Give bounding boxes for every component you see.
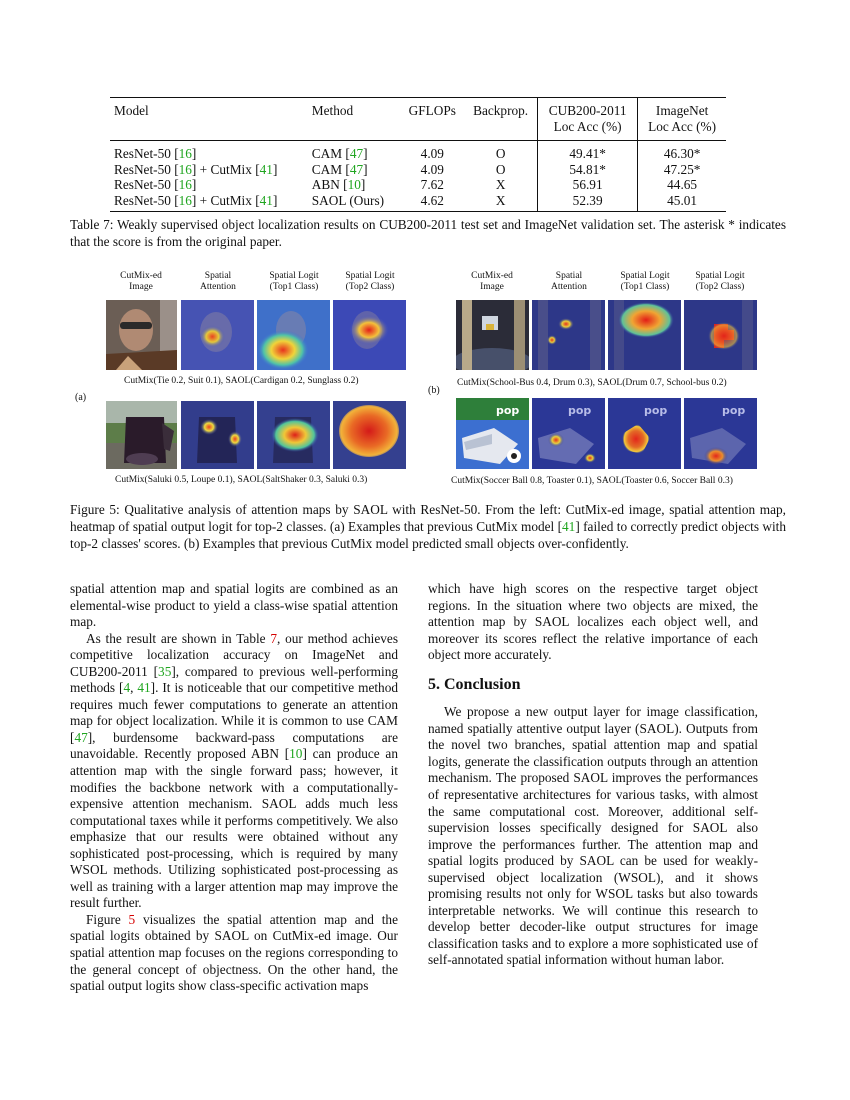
header-cub-line2: Loc Acc (%) bbox=[538, 119, 638, 141]
model-text: ] + CutMix [ bbox=[191, 192, 260, 208]
table-caption: Table 7: Weakly supervised object localization results on CUB200-2011 test set and ImageNet validation set. The asterisk * indicates that the score is from the original paper. bbox=[70, 217, 786, 249]
cell-backprop: O bbox=[495, 161, 506, 177]
left-paragraph-3 bbox=[70, 912, 398, 995]
table-row bbox=[110, 193, 726, 212]
panel-b-header-4: Spatial Logit (Top2 Class) bbox=[695, 271, 745, 292]
panel-a-row1-image bbox=[106, 300, 177, 370]
panel-b-row1-attention bbox=[532, 300, 605, 370]
table-7-ref[interactable]: 7 bbox=[270, 630, 277, 646]
model-cite[interactable]: 16 bbox=[178, 177, 192, 192]
panel-a-row2-top1 bbox=[257, 401, 330, 469]
left-p2-a: As the result are shown in Table bbox=[86, 630, 271, 646]
method-cite[interactable]: 47 bbox=[349, 146, 364, 161]
cell-backprop: O bbox=[464, 141, 537, 162]
panel-b-row1-top2 bbox=[684, 300, 757, 370]
panel-a-header-3: Spatial Logit (Top1 Class) bbox=[269, 271, 319, 292]
figure-caption-part2: ] failed to correctly predict objects with top-2 classes' scores. (b) Examples that previous CutMix model predicted small objects over-confidently. bbox=[70, 519, 787, 551]
panel-b-header-3: Spatial Logit (Top1 Class) bbox=[620, 271, 670, 292]
cell-backprop: X bbox=[495, 177, 506, 192]
panel-a-row2-attention bbox=[181, 401, 254, 469]
results-table bbox=[110, 97, 726, 212]
left-column bbox=[70, 581, 398, 995]
panel-b-label: (b) bbox=[428, 385, 440, 396]
model-text: ResNet-50 [ bbox=[114, 161, 179, 177]
table-row bbox=[110, 141, 726, 162]
model-cite[interactable]: 16 bbox=[178, 192, 192, 208]
cell-model bbox=[110, 193, 308, 212]
cite-10[interactable]: 10 bbox=[289, 746, 303, 762]
method-text: ] bbox=[363, 161, 368, 177]
panel-b-row2-top2 bbox=[684, 398, 757, 469]
method-cite[interactable]: 47 bbox=[349, 161, 364, 177]
cell-imagenet: 44.65 bbox=[638, 177, 726, 193]
left-paragraph-1: spatial attention map and spatial logits are combined as an elemental-wise product to yield a class-wise spatial attention map. bbox=[70, 581, 398, 630]
panel-a-row1-caption: CutMix(Tie 0.2, Suit 0.1), SAOL(Cardigan 0.2, Sunglass 0.2) bbox=[124, 376, 359, 386]
left-p2-b: , our method achieves competitive localization accuracy on ImageNet and CUB200-2011 [ bbox=[70, 630, 398, 679]
method-cite[interactable]: 10 bbox=[347, 177, 361, 192]
panel-b-row2-attention bbox=[532, 398, 605, 469]
panel-b-row2-image bbox=[456, 398, 529, 469]
cell-model bbox=[110, 141, 308, 162]
cell-method bbox=[308, 141, 401, 162]
panel-b-row1-caption: CutMix(School-Bus 0.4, Drum 0.3), SAOL(Drum 0.7, School-bus 0.2) bbox=[457, 378, 727, 388]
right-paragraph-2: We propose a new output layer for image classification, named spatially attentive output layer (SAOL). Outputs from the novel two branches, spatial attention map and spatial logits, generate the classification outputs through an attention mechanism. The proposed SAOL improves the performances of representative architectures for various tasks, with almost the same computational cost. Moreover, additional self-supervision losses specifically designed for SAOL also improve the performances further. The attention map and spatial logits produced by SAOL can be used for weakly-supervised object localization (WSOL), and it shows promising results not only for WSOL tasks but also towards interpretable networks. We will continue this research to develop better decoder-like output structures for image classification tasks and to explore a more sophisticated use of self-annotated spatial information without human labor. bbox=[428, 704, 758, 968]
cell-gflops: 7.62 bbox=[420, 177, 444, 192]
right-paragraph-1: which have high scores on the respective target object regions. In the situation where two objects are mixed, the attention map by SAOL localizes each object well, and moreover its scores reflect the relative importance of each object more accurately. bbox=[428, 581, 758, 663]
panel-b-row2-sign-text: pop bbox=[496, 404, 520, 417]
cite-35[interactable]: 35 bbox=[158, 663, 172, 679]
section-title-conclusion: 5. Conclusion bbox=[428, 675, 521, 693]
cell-gflops: 4.62 bbox=[400, 193, 464, 212]
figure-caption bbox=[70, 501, 786, 552]
header-cub-line1: CUB200-2011 bbox=[538, 98, 638, 119]
left-p3-a: Figure bbox=[86, 911, 129, 927]
model-text: ResNet-50 [ bbox=[114, 177, 179, 192]
cell-method bbox=[308, 162, 401, 178]
panel-a-header-1: CutMix-ed Image bbox=[120, 271, 162, 292]
panel-b-row2-sign-text-2: pop bbox=[568, 404, 592, 417]
model-text: ] bbox=[272, 192, 278, 208]
panel-a-header-2: Spatial Attention bbox=[200, 271, 236, 292]
cell-model bbox=[110, 177, 308, 193]
panel-a-row2-image bbox=[106, 401, 177, 469]
figure-caption-part1: Figure 5: Qualitative analysis of attention maps by SAOL with ResNet-50. From the left: CutMix-ed image, spatial attention map, heatmap of spatial output logit for top-2 classes. (a) Examples that previous CutMix model [ bbox=[70, 502, 786, 534]
left-p2-e: ]. It is noticeable that our competitive method requires much fewer computations to generate an attention map for object localization. While it is common to use CAM [ bbox=[70, 680, 399, 745]
panel-b-row1-top1 bbox=[608, 300, 681, 370]
cell-model bbox=[110, 162, 308, 178]
model-text: ResNet-50 [ bbox=[114, 192, 179, 208]
left-p3-b: visualizes the spatial attention map and the spatial logits obtained by SAOL on CutMix-ed image. Our spatial attention map focuses on the regions corresponding to the general concept of objectness. On the other hand, the spatial output logits show class-specific activation maps bbox=[70, 911, 398, 994]
panel-b-row2-sign-text-3: pop bbox=[644, 404, 668, 417]
panel-b-header-1: CutMix-ed Image bbox=[471, 271, 513, 292]
model-text: ] bbox=[191, 146, 197, 161]
method-text: ABN [ bbox=[311, 177, 348, 192]
cite-47[interactable]: 47 bbox=[74, 729, 88, 745]
model-cite[interactable]: 16 bbox=[178, 161, 192, 177]
figure-caption-cite[interactable]: 41 bbox=[562, 519, 576, 534]
cell-imagenet: 47.25* bbox=[638, 162, 726, 178]
method-text: CAM [ bbox=[311, 146, 350, 161]
header-backprop: Backprop. bbox=[464, 98, 537, 141]
method-text: CAM [ bbox=[311, 161, 350, 177]
cell-cub: 49.41* bbox=[538, 141, 638, 162]
cite-41[interactable]: 41 bbox=[137, 680, 151, 696]
left-p2-c: ], compared to previous well-performing methods [ bbox=[70, 663, 398, 696]
panel-b-row2-top1 bbox=[608, 398, 681, 469]
cell-method bbox=[308, 177, 401, 193]
model-text: ] bbox=[191, 177, 197, 192]
panel-a-row1-top2 bbox=[333, 300, 406, 370]
model-cite[interactable]: 41 bbox=[259, 192, 273, 208]
method-text: SAOL (Ours) bbox=[311, 192, 385, 208]
panel-a-row1-top1 bbox=[257, 300, 330, 370]
model-text: ResNet-50 [ bbox=[114, 146, 179, 161]
cell-backprop: X bbox=[464, 193, 537, 212]
cell-cub: 56.91 bbox=[538, 177, 638, 193]
panel-a-row1-attention bbox=[181, 300, 254, 370]
method-text: ] bbox=[360, 177, 366, 192]
cell-cub: 52.39 bbox=[538, 193, 638, 212]
panel-a-row2-top2 bbox=[333, 401, 406, 469]
cell-gflops: 4.09 bbox=[420, 161, 444, 177]
cell-imagenet: 46.30* bbox=[638, 141, 726, 162]
cell-gflops: 4.09 bbox=[400, 141, 464, 162]
header-imagenet-line2: Loc Acc (%) bbox=[638, 119, 726, 141]
panel-a-row2-caption: CutMix(Saluki 0.5, Loupe 0.1), SAOL(SaltShaker 0.3, Saluki 0.3) bbox=[115, 475, 368, 485]
left-p2-g: ] can produce an attention map with the single forward pass; however, it modifies the backbone network with a computationally-expensive attention mechanism. SAOL adds much less computational taxes while it performs competitively. We also emphasize that our results were obtained without any sophisticated post-processing, which is required by many WSOL methods. Utilizing sophisticated post-processing as well as training with a larger attention map may improve the result further. bbox=[70, 746, 398, 911]
cell-method bbox=[308, 193, 401, 212]
table-row bbox=[110, 162, 726, 178]
panel-b-row2-caption: CutMix(Soccer Ball 0.8, Toaster 0.1), SAOL(Toaster 0.6, Soccer Ball 0.3) bbox=[451, 476, 733, 486]
model-text: ] + CutMix [ bbox=[191, 161, 260, 177]
header-gflops: GFLOPs bbox=[400, 98, 464, 141]
panel-b-row2-sign-text-4: pop bbox=[722, 404, 746, 417]
model-cite[interactable]: 41 bbox=[259, 161, 273, 177]
cell-imagenet: 45.01 bbox=[638, 193, 726, 212]
left-paragraph-2 bbox=[70, 631, 398, 912]
header-model: Model bbox=[110, 98, 308, 141]
right-column bbox=[428, 581, 758, 969]
model-cite[interactable]: 16 bbox=[178, 146, 192, 161]
left-p2-f: ], burdensome backward-pass computations are unavoidable. Recently proposed ABN [ bbox=[70, 729, 398, 762]
method-text: ] bbox=[363, 146, 368, 161]
panel-b-header-2: Spatial Attention bbox=[551, 271, 587, 292]
panel-a-header-4: Spatial Logit (Top2 Class) bbox=[345, 271, 395, 292]
panel-b-row1-image bbox=[456, 300, 529, 370]
table-row bbox=[110, 177, 726, 193]
left-p2-d: , bbox=[130, 680, 138, 696]
figure-5-ref[interactable]: 5 bbox=[128, 911, 136, 927]
cell-cub: 54.81* bbox=[538, 162, 638, 178]
header-method: Method bbox=[308, 98, 401, 141]
panel-a-label: (a) bbox=[75, 392, 87, 403]
header-imagenet-line1: ImageNet bbox=[638, 98, 726, 119]
model-text: ] bbox=[272, 161, 278, 177]
cite-4[interactable]: 4 bbox=[123, 680, 131, 696]
